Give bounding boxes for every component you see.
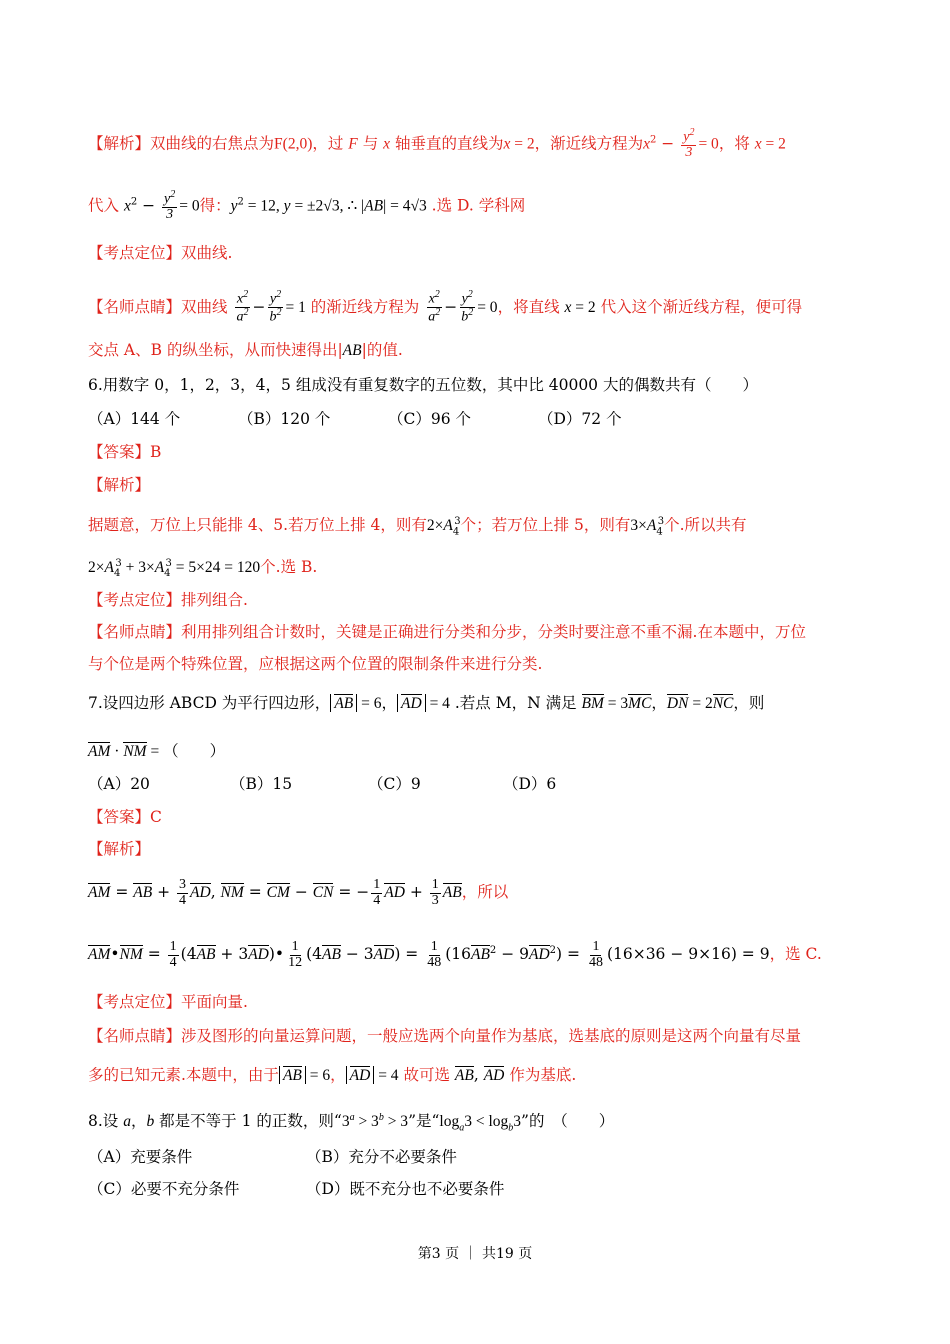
q5-mingshi-line1: 【名师点睛】双曲线 $\frac{x^2}{a^2}$ − $\frac{y^2}{b^2}$ = 1 的渐近线方程为 $\frac{x^2}{a^2}$ − $\frac{y^2}{b^2}$ = 0，将直线 x = 2 代入这个渐近线方程，便可得 [88, 289, 803, 325]
q8-options-row1 [88, 1146, 457, 1168]
q5-kaodian: 【考点定位】双曲线. [88, 244, 233, 262]
q6-option-d: （D）72 个 [538, 410, 622, 428]
q6-mingshi-line1: 【名师点睛】利用排列组合计数时，关键是正确进行分类和分步，分类时要注意不重不漏.在本题中，万位 [88, 623, 806, 641]
q6-mingshi-line2: 与个位是两个特殊位置，应根据这两个位置的限制条件来进行分类. [88, 655, 543, 673]
q7-analysis-line1: AM = AB + $\frac{3}{4}$ AD, NM = CM − CN = − $\frac{1}{4}$ AD + $\frac{1}{3}$ AB，所以 [88, 877, 509, 908]
q7-analysis-tag: 【解析】 [88, 840, 151, 858]
q8-option-a: （A）充要条件 [88, 1148, 193, 1166]
q6-analysis-tag: 【解析】 [88, 476, 151, 494]
q7-option-c: （C）9 [368, 775, 421, 793]
q7-option-b: （B）15 [230, 775, 293, 793]
q8-option-c: （C）必要不充分条件 [88, 1180, 240, 1198]
q8-option-d: （D）既不充分也不必要条件 [306, 1180, 505, 1198]
q6-option-a: （A）144 个 [88, 410, 181, 428]
q6-analysis-line1: 据题意，万位上只能排 4、5.若万位上排 4，则有$2\times A_4^3$个；若万位上排 5，则有$3\times A_4^3$个.所以共有 [88, 516, 747, 538]
q6-option-b: （B）120 个 [238, 410, 331, 428]
q7-question-line2: AM · NM = （ ） [88, 742, 226, 760]
q5-analysis-line2: 代入 $x^2$ − $\frac{y^2}{3}$ = 0得：$y^2 = 12$, y = ±2√3, ∴ |AB| = 4√3 .选 D. 学科网 [88, 189, 526, 223]
q6-analysis-line2: $2\times A_4^3 + 3\times A_4^3 = 5\times 24 = 120$个.选 B. [88, 558, 318, 580]
q7-analysis-line2: AM•NM = $\frac{1}{4}$ (4AB + 3AD)• $\frac{1}{12}$ (4AB − 3AD) = $\frac{1}{48}$ $(16AB^2 - 9AD^2)$ = $\frac{1}{48}$ (16×36 − 9×16) = 9，选 C. [88, 939, 822, 970]
q5-analysis-line1: 【解析】双曲线的右焦点为F(2,0)，过 F 与 x 轴垂直的直线为x = 2，渐近线方程为$x^2$ − $\frac{y^2}{3}$ = 0，将 x = 2 [88, 127, 786, 161]
q6-question: 6.用数字 0，1，2，3，4，5 组成没有重复数字的五位数，其中比 40000 大的偶数共有（ ） [88, 376, 758, 394]
q8-question: 8.设 a，b 都是不等于 1 的正数，则“$3^a > 3^b > 3$”是“$\log_a3 < \log_b3$”的 （ ） [88, 1112, 615, 1134]
page-footer: 第3 页 ｜ 共19 页 [417, 1246, 533, 1262]
q7-mingshi-line1: 【名师点睛】涉及图形的向量运算问题，一般应选两个向量作为基底，选基底的原则是这两个向量有尽量 [88, 1027, 802, 1045]
q7-mingshi-line2: 多的已知元素.本题中，由于 AB = 6， AD = 4 故可选 AB, AD 作为基底. [88, 1066, 577, 1084]
q5-mingshi-line2: 交点 A、B 的纵坐标，从而快速得出|AB|的值. [88, 341, 403, 359]
q7-kaodian: 【考点定位】平面向量. [88, 993, 248, 1011]
q7-answer: 【答案】C [88, 808, 162, 826]
q6-option-c: （C）96 个 [388, 410, 472, 428]
q6-options [88, 408, 622, 430]
q8-option-b: （B）充分不必要条件 [306, 1148, 457, 1166]
q8-options-row2 [88, 1178, 504, 1200]
q7-option-a: （A）20 [88, 775, 150, 793]
analysis-tag: 【解析】 [88, 134, 151, 153]
q7-option-d: （D）6 [503, 775, 557, 793]
q7-options [88, 773, 556, 795]
q6-kaodian: 【考点定位】排列组合. [88, 591, 248, 609]
q7-question-line1: 7.设四边形 ABCD 为平行四边形， AB = 6， AD = 4 .若点 M，N 满足 BM = 3MC，DN = 2NC，则 [88, 694, 765, 712]
q6-answer: 【答案】B [88, 443, 162, 461]
